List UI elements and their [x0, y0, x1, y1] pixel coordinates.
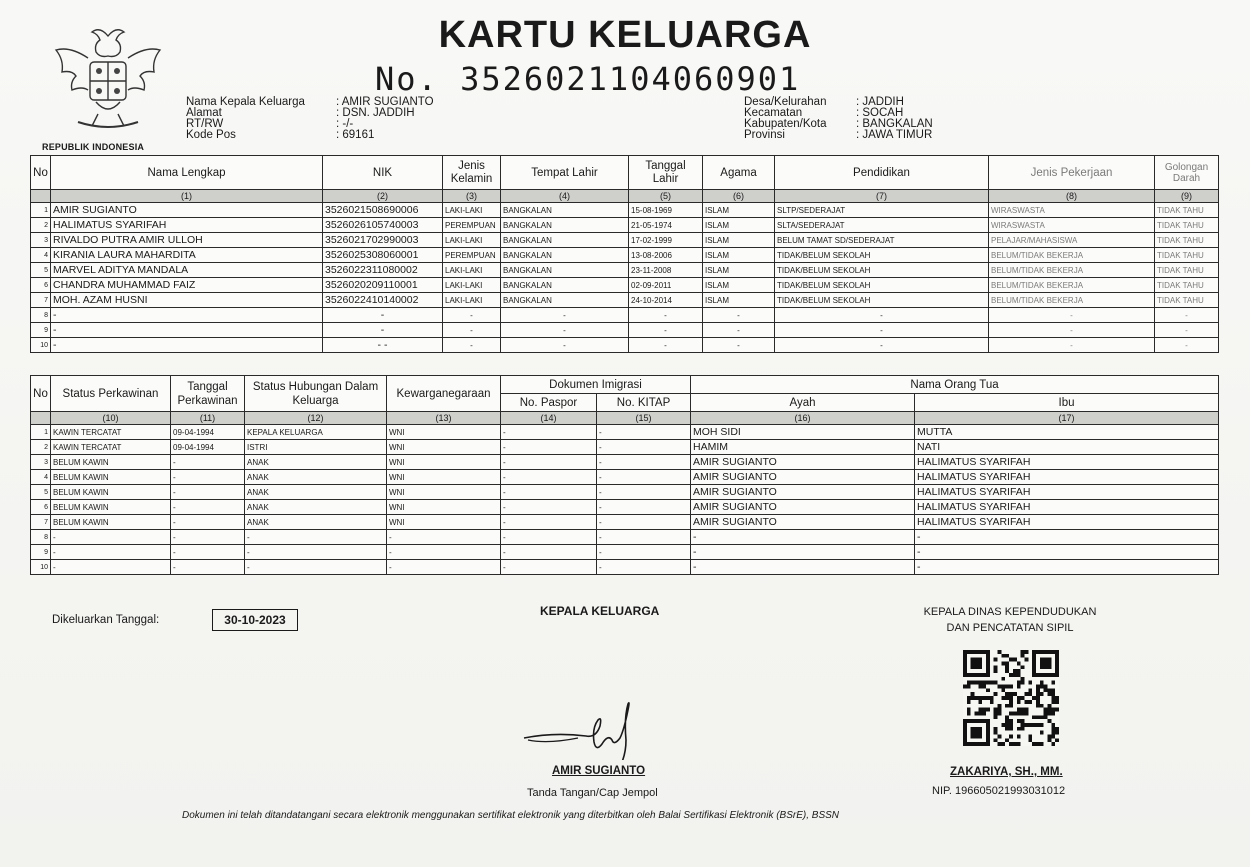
table-cell: 09-04-1994 [171, 425, 245, 440]
info-label: Nama Kepala Keluarga [186, 96, 305, 108]
table-cell: 3 [31, 233, 51, 248]
table-cell: 3 [31, 455, 51, 470]
table-row [31, 470, 1219, 485]
table-cell: LAKI-LAKI [443, 278, 501, 293]
table-cell: - [245, 530, 387, 545]
col-header-no: No [31, 376, 51, 412]
column-index: (10) [51, 412, 171, 425]
members-table [30, 155, 1219, 353]
table-cell: HALIMATUS SYARIFAH [915, 500, 1219, 515]
table-cell: 8 [31, 530, 51, 545]
table-cell: - [171, 470, 245, 485]
table-cell: WIRASWASTA [989, 203, 1155, 218]
col-header-ibu: Ibu [915, 394, 1219, 412]
info-label: Kode Pos [186, 129, 236, 141]
signer-name: AMIR SUGIANTO [552, 765, 646, 777]
table-cell: - [245, 545, 387, 560]
table-cell: - [1155, 323, 1219, 338]
table-cell: - [915, 560, 1219, 575]
table-cell: - [775, 308, 989, 323]
table-cell: TIDAK TAHU [1155, 203, 1219, 218]
table-cell: LAKI-LAKI [443, 263, 501, 278]
table-cell: - [501, 440, 597, 455]
table-cell: - [989, 323, 1155, 338]
table-cell: - [501, 323, 629, 338]
table-cell: ANAK [245, 485, 387, 500]
table-row [31, 545, 1219, 560]
info-label: Kabupaten/Kota [744, 118, 827, 130]
col-header-nik: NIK [323, 156, 443, 190]
info-label: Provinsi [744, 129, 785, 141]
info-label: Alamat [186, 107, 222, 119]
table-cell: MOH SIDI [691, 425, 915, 440]
table-cell: - [703, 308, 775, 323]
column-index: (15) [597, 412, 691, 425]
table-cell: ANAK [245, 500, 387, 515]
table-cell: ISLAM [703, 248, 775, 263]
table-cell: ISLAM [703, 203, 775, 218]
table-cell: 09-04-1994 [171, 440, 245, 455]
table-cell: - [501, 470, 597, 485]
table-cell: 3526022410140002 [323, 293, 443, 308]
table-cell: ISLAM [703, 278, 775, 293]
household-info-left [186, 97, 434, 141]
signer-caption: Tanda Tangan/Cap Jempol [527, 787, 658, 799]
table-cell: LAKI-LAKI [443, 203, 501, 218]
column-index: (6) [703, 190, 775, 203]
info-value: : SOCAH [856, 107, 904, 119]
info-value: : 69161 [336, 129, 375, 141]
table-cell: 5 [31, 485, 51, 500]
table-cell: WNI [387, 470, 501, 485]
table-cell: ANAK [245, 470, 387, 485]
table-row [31, 323, 1219, 338]
table-cell: - [691, 530, 915, 545]
table-cell: 1 [31, 425, 51, 440]
col-header-pendidikan: Pendidikan [775, 156, 989, 190]
table-row [31, 440, 1219, 455]
dinas-line-1: KEPALA DINAS KEPENDUDUKAN [923, 606, 1097, 618]
table-row [31, 500, 1219, 515]
table-cell: WIRASWASTA [989, 218, 1155, 233]
table-cell: BELUM KAWIN [51, 500, 171, 515]
table-cell: PELAJAR/MAHASISWA [989, 233, 1155, 248]
info-value: : DSN. JADDIH [336, 107, 415, 119]
table-cell: - [989, 338, 1155, 353]
col-header-golongan-darah: Golongan Darah [1155, 156, 1219, 190]
table-cell: 13-08-2006 [629, 248, 703, 263]
table-cell: - [51, 308, 323, 323]
table-cell: - [443, 338, 501, 353]
table-cell: KIRANIA LAURA MAHARDITA [51, 248, 323, 263]
column-index: (2) [323, 190, 443, 203]
table-cell: - [171, 530, 245, 545]
table-cell: MOH. AZAM HUSNI [51, 293, 323, 308]
table-cell: 4 [31, 248, 51, 263]
table-cell: HALIMATUS SYARIFAH [915, 455, 1219, 470]
table-cell: 9 [31, 323, 51, 338]
table-row [31, 293, 1219, 308]
table-cell: - [597, 500, 691, 515]
table-row [31, 248, 1219, 263]
table-cell: KAWIN TERCATAT [51, 440, 171, 455]
members-header-row [31, 156, 1219, 190]
table-cell: 1 [31, 203, 51, 218]
issued-date: 30-10-2023 [212, 609, 298, 631]
table-cell: - [387, 560, 501, 575]
table-cell: 9 [31, 545, 51, 560]
table-cell: - [51, 338, 323, 353]
table-cell: - [387, 530, 501, 545]
table-cell: BELUM/TIDAK BEKERJA [989, 248, 1155, 263]
table-cell: ISLAM [703, 233, 775, 248]
col-header-tempat-lahir: Tempat Lahir [501, 156, 629, 190]
table-cell: AMIR SUGIANTO [691, 470, 915, 485]
info-label: Desa/Kelurahan [744, 96, 827, 108]
issued-label: Dikeluarkan Tanggal: [52, 614, 160, 626]
family-status-table-body [31, 412, 1219, 575]
table-cell: - [443, 308, 501, 323]
col-header-status-perkawinan: Status Perkawinan [51, 376, 171, 412]
table-cell: WNI [387, 425, 501, 440]
table-cell: AMIR SUGIANTO [51, 203, 323, 218]
table-cell: - [171, 545, 245, 560]
dinas-heading [880, 604, 1140, 636]
table-cell: - [703, 338, 775, 353]
handwritten-signature [518, 690, 668, 760]
table-cell: LAKI-LAKI [443, 293, 501, 308]
table-cell: 10 [31, 560, 51, 575]
table-cell: - [501, 485, 597, 500]
column-index-row [31, 412, 1219, 425]
table-cell: RIVALDO PUTRA AMIR ULLOH [51, 233, 323, 248]
column-index: (1) [51, 190, 323, 203]
table-cell: ANAK [245, 455, 387, 470]
info-value: : -/- [336, 118, 354, 130]
table-cell: WNI [387, 440, 501, 455]
table-cell: - [171, 560, 245, 575]
table-row [31, 308, 1219, 323]
column-index: (14) [501, 412, 597, 425]
table-cell: - [597, 485, 691, 500]
table-cell: - [629, 323, 703, 338]
table-cell: 3526020209110001 [323, 278, 443, 293]
card-number: No. 3526021104060901 [375, 60, 801, 98]
table-cell: - [1155, 308, 1219, 323]
household-info-right [744, 97, 933, 141]
table-cell: - [501, 515, 597, 530]
table-cell: - [501, 545, 597, 560]
official-nip: NIP. 196605021993031012 [932, 785, 1066, 797]
table-cell: 17-02-1999 [629, 233, 703, 248]
table-cell: - [691, 560, 915, 575]
table-cell: ISLAM [703, 263, 775, 278]
table-cell: 6 [31, 500, 51, 515]
column-index [31, 190, 51, 203]
table-cell: - [597, 545, 691, 560]
col-header-pekerjaan: Jenis Pekerjaan [989, 156, 1155, 190]
table-cell: - [387, 545, 501, 560]
table-cell: - [245, 560, 387, 575]
table-cell: - [323, 308, 443, 323]
table-cell: - [501, 425, 597, 440]
table-cell: BELUM/TIDAK BEKERJA [989, 293, 1155, 308]
table-cell: 6 [31, 278, 51, 293]
table-cell: - [597, 530, 691, 545]
table-cell: - [629, 308, 703, 323]
table-cell: - [775, 323, 989, 338]
table-cell: - [501, 560, 597, 575]
table-cell: 4 [31, 470, 51, 485]
table-cell: - [171, 500, 245, 515]
table-row [31, 203, 1219, 218]
col-header-agama: Agama [703, 156, 775, 190]
col-header-nama: Nama Lengkap [51, 156, 323, 190]
table-cell: - [915, 530, 1219, 545]
table-cell: BELUM/TIDAK BEKERJA [989, 278, 1155, 293]
table-cell: - [597, 560, 691, 575]
table-cell: PEREMPUAN [443, 248, 501, 263]
table-cell: 7 [31, 293, 51, 308]
table-row [31, 263, 1219, 278]
table-cell: - [51, 560, 171, 575]
table-cell: - [443, 323, 501, 338]
column-index: (16) [691, 412, 915, 425]
column-index: (11) [171, 412, 245, 425]
info-label: RT/RW [186, 118, 224, 130]
table-cell: 3526025308060001 [323, 248, 443, 263]
table-cell: - [501, 455, 597, 470]
emblem-caption: REPUBLIK INDONESIA [42, 142, 145, 152]
table-cell: WNI [387, 485, 501, 500]
kepala-keluarga-heading: KEPALA KELUARGA [540, 604, 660, 618]
table-cell: - [171, 515, 245, 530]
table-row [31, 515, 1219, 530]
table-cell: - [501, 308, 629, 323]
page-title: KARTU KELUARGA [438, 14, 812, 56]
col-header-dokumen-imigrasi: Dokumen Imigrasi [501, 376, 691, 394]
column-index: (7) [775, 190, 989, 203]
table-cell: HALIMATUS SYARIFAH [915, 515, 1219, 530]
table-cell: TIDAK TAHU [1155, 278, 1219, 293]
status-header-row-1 [31, 376, 1219, 394]
col-header-no-kitap: No. KITAP [597, 394, 691, 412]
table-cell: WNI [387, 515, 501, 530]
table-cell: - [51, 545, 171, 560]
table-cell: CHANDRA MUHAMMAD FAIZ [51, 278, 323, 293]
column-index: (4) [501, 190, 629, 203]
table-cell: BELUM KAWIN [51, 485, 171, 500]
table-cell: - [597, 455, 691, 470]
table-cell: TIDAK/BELUM SEKOLAH [775, 293, 989, 308]
table-cell: HALIMATUS SYARIFAH [915, 485, 1219, 500]
col-header-jenis-kelamin: Jenis Kelamin [443, 156, 501, 190]
table-cell: BANGKALAN [501, 218, 629, 233]
table-cell: MARVEL ADITYA MANDALA [51, 263, 323, 278]
table-cell: TIDAK TAHU [1155, 218, 1219, 233]
col-header-kewarganegaraan: Kewarganegaraan [387, 376, 501, 412]
table-cell: SLTA/SEDERAJAT [775, 218, 989, 233]
col-header-no: No [31, 156, 51, 190]
table-cell: 7 [31, 515, 51, 530]
column-index: (8) [989, 190, 1155, 203]
table-cell: 3526026105740003 [323, 218, 443, 233]
info-row [186, 108, 434, 119]
table-cell: BELUM KAWIN [51, 515, 171, 530]
table-cell: BANGKALAN [501, 248, 629, 263]
column-index: (9) [1155, 190, 1219, 203]
table-row [31, 425, 1219, 440]
table-cell: 3526021508690006 [323, 203, 443, 218]
table-cell: SLTP/SEDERAJAT [775, 203, 989, 218]
table-cell: BELUM KAWIN [51, 455, 171, 470]
qr-code-icon [963, 650, 1059, 746]
table-cell: KAWIN TERCATAT [51, 425, 171, 440]
table-cell: TIDAK TAHU [1155, 263, 1219, 278]
info-value: : BANGKALAN [856, 118, 933, 130]
col-header-no-paspor: No. Paspor [501, 394, 597, 412]
table-cell: 02-09-2011 [629, 278, 703, 293]
table-cell: TIDAK TAHU [1155, 293, 1219, 308]
table-row [31, 455, 1219, 470]
electronic-signature-note: Dokumen ini telah ditandatangani secara elektronik menggunakan sertifikat elektronik yang diterbitkan oleh Balai Sertifikasi Elektronik (BSrE), BSSN [182, 810, 840, 821]
table-cell: 3526021702990003 [323, 233, 443, 248]
table-cell: HALIMATUS SYARIFAH [915, 470, 1219, 485]
table-row [31, 233, 1219, 248]
table-cell: - [703, 323, 775, 338]
table-cell: TIDAK/BELUM SEKOLAH [775, 263, 989, 278]
family-status-table [30, 375, 1219, 575]
table-cell: BANGKALAN [501, 233, 629, 248]
table-cell: ISTRI [245, 440, 387, 455]
column-index: (13) [387, 412, 501, 425]
table-cell: AMIR SUGIANTO [691, 455, 915, 470]
official-name: ZAKARIYA, SH., MM. [950, 766, 1063, 778]
table-cell: 5 [31, 263, 51, 278]
table-cell: LAKI-LAKI [443, 233, 501, 248]
col-header-nama-orang-tua: Nama Orang Tua [691, 376, 1219, 394]
table-cell: - [171, 455, 245, 470]
table-cell: ANAK [245, 515, 387, 530]
info-value: : JAWA TIMUR [856, 129, 933, 141]
column-index: (12) [245, 412, 387, 425]
table-cell: ISLAM [703, 218, 775, 233]
table-cell: - [597, 440, 691, 455]
table-cell: - [1155, 338, 1219, 353]
table-cell: - [597, 425, 691, 440]
table-cell: TIDAK/BELUM SEKOLAH [775, 248, 989, 263]
table-cell: - [915, 545, 1219, 560]
table-cell: - [501, 338, 629, 353]
col-header-tanggal-lahir: Tanggal Lahir [629, 156, 703, 190]
table-cell: AMIR SUGIANTO [691, 515, 915, 530]
column-index: (3) [443, 190, 501, 203]
column-index [31, 412, 51, 425]
table-cell: 23-11-2008 [629, 263, 703, 278]
table-cell: KEPALA KELUARGA [245, 425, 387, 440]
table-cell: - [597, 470, 691, 485]
table-cell: - [629, 338, 703, 353]
table-cell: TIDAK TAHU [1155, 248, 1219, 263]
table-cell: BELUM TAMAT SD/SEDERAJAT [775, 233, 989, 248]
table-cell: HAMIM [691, 440, 915, 455]
table-cell: 21-05-1974 [629, 218, 703, 233]
table-cell: TIDAK TAHU [1155, 233, 1219, 248]
table-cell: BELUM KAWIN [51, 470, 171, 485]
dinas-line-2: DAN PENCATATAN SIPIL [946, 622, 1074, 634]
table-cell: 15-08-1969 [629, 203, 703, 218]
table-cell: - [323, 323, 443, 338]
members-table-body [31, 190, 1219, 353]
table-cell: WNI [387, 500, 501, 515]
table-cell: - [51, 530, 171, 545]
table-cell: - [597, 515, 691, 530]
table-cell: BELUM/TIDAK BEKERJA [989, 263, 1155, 278]
table-cell: - [171, 485, 245, 500]
info-value: : JADDIH [856, 96, 904, 108]
table-cell: 8 [31, 308, 51, 323]
table-cell: BANGKALAN [501, 263, 629, 278]
table-cell: - [501, 530, 597, 545]
table-cell: - - [323, 338, 443, 353]
column-index: (5) [629, 190, 703, 203]
table-cell: - [989, 308, 1155, 323]
table-cell: 3526022311080002 [323, 263, 443, 278]
table-cell: AMIR SUGIANTO [691, 485, 915, 500]
table-cell: - [691, 545, 915, 560]
column-index: (17) [915, 412, 1219, 425]
table-cell: 24-10-2014 [629, 293, 703, 308]
table-cell: BANGKALAN [501, 293, 629, 308]
table-cell: - [51, 323, 323, 338]
table-cell: 2 [31, 218, 51, 233]
table-cell: HALIMATUS SYARIFAH [51, 218, 323, 233]
info-value: : AMIR SUGIANTO [336, 96, 434, 108]
column-index-row [31, 190, 1219, 203]
info-row [744, 130, 933, 141]
table-cell: NATI [915, 440, 1219, 455]
table-cell: 10 [31, 338, 51, 353]
col-header-ayah: Ayah [691, 394, 915, 412]
table-cell: WNI [387, 455, 501, 470]
table-cell: ISLAM [703, 293, 775, 308]
table-cell: TIDAK/BELUM SEKOLAH [775, 278, 989, 293]
table-cell: PEREMPUAN [443, 218, 501, 233]
table-cell: - [775, 338, 989, 353]
table-cell: BANGKALAN [501, 203, 629, 218]
table-row [31, 530, 1219, 545]
col-header-status-hubungan: Status Hubungan Dalam Keluarga [245, 376, 387, 412]
table-row [31, 278, 1219, 293]
table-row [31, 338, 1219, 353]
table-cell: - [501, 500, 597, 515]
table-row [31, 560, 1219, 575]
table-cell: BANGKALAN [501, 278, 629, 293]
col-header-tanggal-perkawinan: Tanggal Perkawinan [171, 376, 245, 412]
table-cell: 2 [31, 440, 51, 455]
info-row [186, 130, 434, 141]
table-row [31, 485, 1219, 500]
table-cell: AMIR SUGIANTO [691, 500, 915, 515]
table-cell: MUTTA [915, 425, 1219, 440]
info-label: Kecamatan [744, 107, 803, 119]
table-row [31, 218, 1219, 233]
